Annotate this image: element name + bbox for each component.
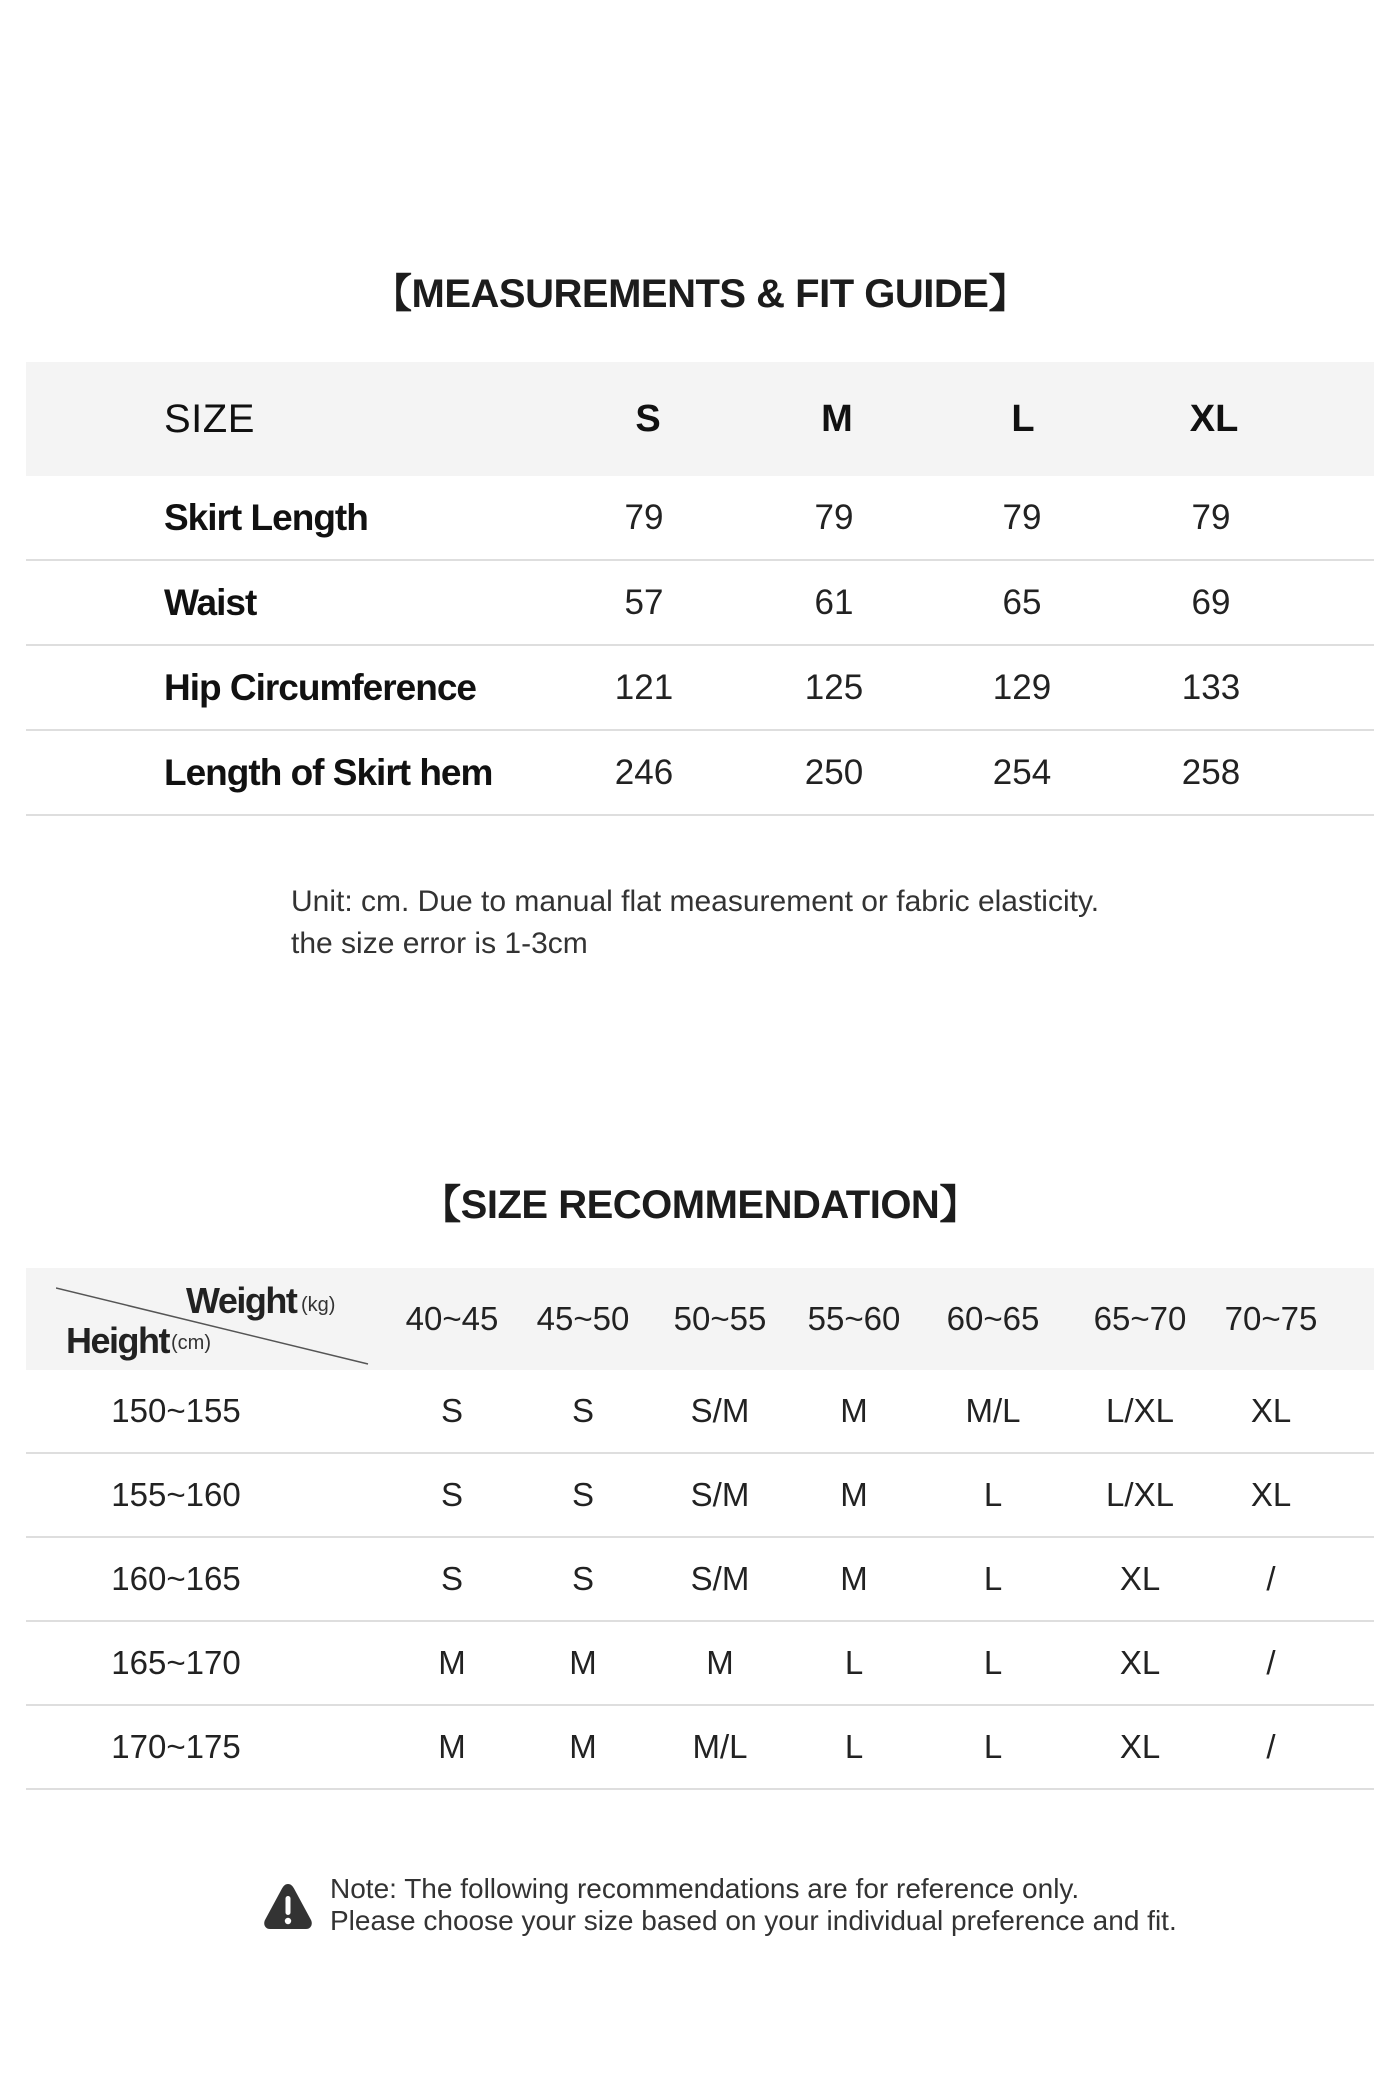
table-cell: S <box>440 1392 463 1429</box>
corner-header <box>26 1268 356 1370</box>
table-row <box>26 476 1374 561</box>
measurements-title: 【MEASUREMENTS & FIT GUIDE】 <box>372 272 1028 316</box>
table-cell: 121 <box>614 667 674 707</box>
weight-header: 45~50 <box>536 1300 630 1337</box>
height-range: 150~155 <box>111 1392 241 1429</box>
table-cell: 79 <box>814 497 854 537</box>
size-header-s: S <box>635 397 661 440</box>
table-cell: / <box>1266 1560 1276 1597</box>
weight-header: 65~70 <box>1093 1300 1187 1337</box>
weight-header: 50~55 <box>673 1300 767 1337</box>
unit-note-line: Unit: cm. Due to manual flat measurement or fabric elasticity. <box>291 885 1100 918</box>
table-cell: 79 <box>624 497 664 537</box>
table-row <box>26 561 1374 646</box>
table-cell: S <box>571 1392 594 1429</box>
table-cell: M <box>569 1728 597 1765</box>
table-cell: 65 <box>1002 582 1042 622</box>
table-cell: S <box>440 1560 463 1597</box>
warning-icon <box>262 1881 314 1933</box>
table-cell: S <box>440 1476 463 1513</box>
table-cell: 246 <box>614 752 674 792</box>
height-label: Height <box>66 1320 169 1361</box>
table-cell: 129 <box>992 667 1052 707</box>
table-row <box>26 731 1374 816</box>
note-line: Please choose your size based on your individual preference and fit. <box>330 1905 1177 1936</box>
recommendation-table <box>26 1268 1374 1790</box>
table-cell: XL <box>1119 1644 1161 1681</box>
row-label: Length of Skirt hem <box>164 751 493 793</box>
table-cell: S/M <box>690 1476 750 1513</box>
table-cell: M <box>438 1728 466 1765</box>
weight-unit: (kg) <box>301 1294 336 1316</box>
unit-note <box>291 881 1099 965</box>
table-cell: L/XL <box>1106 1476 1174 1513</box>
table-cell: / <box>1266 1728 1276 1765</box>
height-unit: (cm) <box>171 1332 211 1354</box>
table-row <box>26 1454 1374 1538</box>
row-label: Waist <box>164 581 257 623</box>
row-label: Hip Circumference <box>164 666 476 708</box>
table-cell: S/M <box>690 1392 750 1429</box>
table-cell: S/M <box>690 1560 750 1597</box>
table-cell: M <box>706 1644 734 1681</box>
table-row <box>26 1370 1374 1454</box>
table-cell: S <box>571 1560 594 1597</box>
table-cell: / <box>1266 1644 1276 1681</box>
height-range: 165~170 <box>111 1644 241 1681</box>
table-row <box>26 646 1374 731</box>
measurements-header-row <box>26 362 1374 476</box>
note-line: Note: The following recommendations are for reference only. <box>330 1873 1080 1904</box>
table-cell: XL <box>1119 1560 1161 1597</box>
table-cell: L <box>983 1644 1003 1681</box>
table-cell: 254 <box>992 752 1052 792</box>
table-cell: L/XL <box>1106 1392 1174 1429</box>
table-cell: 125 <box>804 667 864 707</box>
unit-note-line: the size error is 1-3cm <box>291 927 588 960</box>
table-cell: XL <box>1250 1392 1292 1429</box>
table-cell: 133 <box>1181 667 1241 707</box>
weight-header: 55~60 <box>807 1300 901 1337</box>
table-cell: M <box>840 1476 868 1513</box>
table-cell: M/L <box>965 1392 1021 1429</box>
table-cell: M <box>840 1392 868 1429</box>
height-range: 160~165 <box>111 1560 241 1597</box>
table-cell: M <box>438 1644 466 1681</box>
table-cell: 250 <box>804 752 864 792</box>
table-cell: 69 <box>1191 582 1231 622</box>
table-cell: L <box>983 1728 1003 1765</box>
table-row <box>26 1538 1374 1622</box>
table-cell: 79 <box>1191 497 1231 537</box>
recommendation-note <box>262 1873 1262 1943</box>
measurements-table <box>26 362 1374 816</box>
weight-header: 60~65 <box>946 1300 1040 1337</box>
table-cell: L <box>844 1728 864 1765</box>
table-cell: L <box>844 1644 864 1681</box>
table-cell: 79 <box>1002 497 1042 537</box>
weight-header: 40~45 <box>405 1300 499 1337</box>
height-range: 170~175 <box>111 1728 241 1765</box>
table-cell: XL <box>1119 1728 1161 1765</box>
table-cell: L <box>983 1476 1003 1513</box>
table-cell: 61 <box>814 582 854 622</box>
size-header-m: M <box>821 397 853 440</box>
height-range: 155~160 <box>111 1476 241 1513</box>
size-header-xl: XL <box>1189 397 1239 440</box>
size-header-l: L <box>1011 397 1035 440</box>
table-row <box>26 1622 1374 1706</box>
recommendation-header-row <box>26 1268 1374 1370</box>
table-cell: M <box>840 1560 868 1597</box>
table-cell: M/L <box>692 1728 748 1765</box>
table-cell: S <box>571 1476 594 1513</box>
weight-label: Weight <box>186 1280 297 1321</box>
weight-header: 70~75 <box>1224 1300 1318 1337</box>
table-cell: XL <box>1250 1476 1292 1513</box>
table-row <box>26 1706 1374 1790</box>
table-cell: L <box>983 1560 1003 1597</box>
table-cell: 258 <box>1181 752 1241 792</box>
table-cell: 57 <box>624 582 664 622</box>
recommendation-title: 【SIZE RECOMMENDATION】 <box>421 1183 979 1227</box>
table-cell: M <box>569 1644 597 1681</box>
note-text <box>330 1873 1177 1937</box>
row-label: Skirt Length <box>164 496 368 538</box>
size-header-label: SIZE <box>164 396 255 441</box>
